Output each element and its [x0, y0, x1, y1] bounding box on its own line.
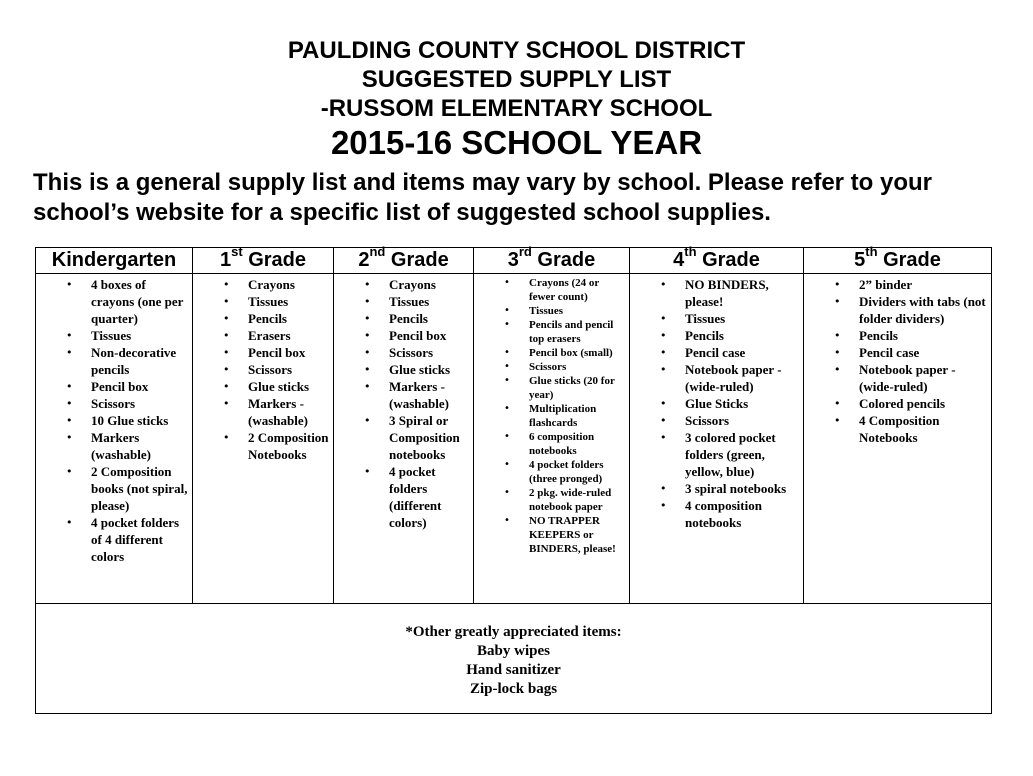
grade-header-4th: 4th Grade	[630, 248, 804, 274]
supply-item: • Notebook paper - (wide-ruled)	[804, 361, 987, 395]
supply-item: • Pencils	[193, 310, 329, 327]
grade-4-column	[630, 274, 804, 604]
school-name: -RUSSOM ELEMENTARY SCHOOL	[320, 95, 713, 122]
supply-item: • Pencil case	[804, 344, 987, 361]
supply-item: • 3 Spiral or Composition notebooks	[334, 412, 469, 463]
supply-item: • 2 pkg. wide-ruled notebook paper	[474, 486, 625, 514]
supply-item: • Pencils	[630, 327, 799, 344]
grade-2-list	[334, 274, 473, 531]
intro-text: This is a general supply list and items may vary by school. Please refer to your school’s website for a specific list of suggested school supplies.	[33, 169, 933, 226]
supply-item: • Scissors	[334, 344, 469, 361]
supply-item: • Non-decorative pencils	[36, 344, 188, 378]
supply-item: • 4 boxes of crayons (one per quarter)	[36, 276, 188, 327]
supply-item: • Scissors	[630, 412, 799, 429]
supply-item: • Crayons	[334, 276, 469, 293]
supply-item: • Erasers	[193, 327, 329, 344]
supply-item: • 4 pocket folders (different colors)	[334, 463, 469, 531]
supply-item: • Notebook paper - (wide-ruled)	[630, 361, 799, 395]
supply-item: • Glue Sticks	[630, 395, 799, 412]
grade-3-list	[474, 274, 629, 556]
supply-table	[35, 244, 992, 714]
grade-header-2nd: 2nd Grade	[334, 248, 474, 274]
school-year: 2015-16 SCHOOL YEAR	[330, 124, 703, 161]
supply-item: • NO BINDERS, please!	[630, 276, 799, 310]
supply-item: • Crayons	[193, 276, 329, 293]
grade-2-column	[334, 274, 474, 604]
supply-item: • 10 Glue sticks	[36, 412, 188, 429]
supply-item: • 6 composition notebooks	[474, 430, 625, 458]
supply-item: • Glue sticks	[193, 378, 329, 395]
supply-item: • Tissues	[36, 327, 188, 344]
supply-item: • Pencils	[334, 310, 469, 327]
supply-item: • Pencils and pencil top erasers	[474, 318, 625, 346]
other-item: Hand sanitizer	[466, 662, 561, 678]
supply-item: • Tissues	[474, 304, 625, 318]
document-header	[0, 36, 1033, 163]
grade-1-column	[193, 274, 334, 604]
supply-item: • Pencils	[804, 327, 987, 344]
other-items-row	[36, 604, 992, 714]
supply-item: • Scissors	[36, 395, 188, 412]
supply-item: • Pencil box (small)	[474, 346, 625, 360]
supply-item: • 2 Composition books (not spiral, please)	[36, 463, 188, 514]
grade-header-row	[36, 248, 992, 274]
supply-item: • 4 pocket folders of 4 different colors	[36, 514, 188, 565]
supply-item: • Scissors	[193, 361, 329, 378]
supply-item: • Glue sticks	[334, 361, 469, 378]
supply-item: • Pencil case	[630, 344, 799, 361]
supply-item: • Scissors	[474, 360, 625, 374]
supply-item: • 3 spiral notebooks	[630, 480, 799, 497]
supply-item: • Glue sticks (20 for year)	[474, 374, 625, 402]
other-items-cell	[36, 604, 992, 714]
supply-item: • 4 Composition Notebooks	[804, 412, 987, 446]
grade-header-kindergarten: Kindergarten	[36, 248, 193, 274]
supply-items-row	[36, 274, 992, 604]
grade-5-list	[804, 274, 991, 446]
supply-item: • Tissues	[334, 293, 469, 310]
grade-3-column	[474, 274, 630, 604]
supply-item: • Tissues	[193, 293, 329, 310]
supply-item: • Pencil box	[193, 344, 329, 361]
supply-item: • Pencil box	[334, 327, 469, 344]
supply-item: • 3 colored pocket folders (green, yellow, blue)	[630, 429, 799, 480]
grade-header-5th: 5th Grade	[804, 248, 992, 274]
grade-header-1st: 1st Grade	[193, 248, 334, 274]
supply-item: • Markers - (washable)	[334, 378, 469, 412]
other-item: Zip-lock bags	[469, 681, 558, 697]
grade-5-column	[804, 274, 992, 604]
supply-item: • Pencil box	[36, 378, 188, 395]
supply-item: • Crayons (24 or fewer count)	[474, 276, 625, 304]
supply-item: • Markers - (washable)	[193, 395, 329, 429]
supply-item: • 4 composition notebooks	[630, 497, 799, 531]
supply-item: • Tissues	[630, 310, 799, 327]
supply-item: • 2” binder	[804, 276, 987, 293]
supply-item: • 4 pocket folders (three pronged)	[474, 458, 625, 486]
grade-1-list	[193, 274, 333, 463]
supply-item: • 2 Composition Notebooks	[193, 429, 329, 463]
list-title: SUGGESTED SUPPLY LIST	[361, 66, 672, 93]
kindergarten-column	[36, 274, 193, 604]
other-items-title: *Other greatly appreciated items:	[405, 624, 622, 640]
kindergarten-list	[36, 274, 192, 565]
supply-item: • Markers (washable)	[36, 429, 188, 463]
supply-item: • Multiplication flashcards	[474, 402, 625, 430]
grade-4-list	[630, 274, 803, 531]
supply-item: • Dividers with tabs (not folder dividers)	[804, 293, 987, 327]
grade-header-3rd: 3rd Grade	[474, 248, 630, 274]
district-title: PAULDING COUNTY SCHOOL DISTRICT	[287, 37, 746, 64]
supply-item: • Colored pencils	[804, 395, 987, 412]
other-item: Baby wipes	[477, 643, 550, 659]
supply-item: • NO TRAPPER KEEPERS or BINDERS, please!	[474, 514, 625, 556]
